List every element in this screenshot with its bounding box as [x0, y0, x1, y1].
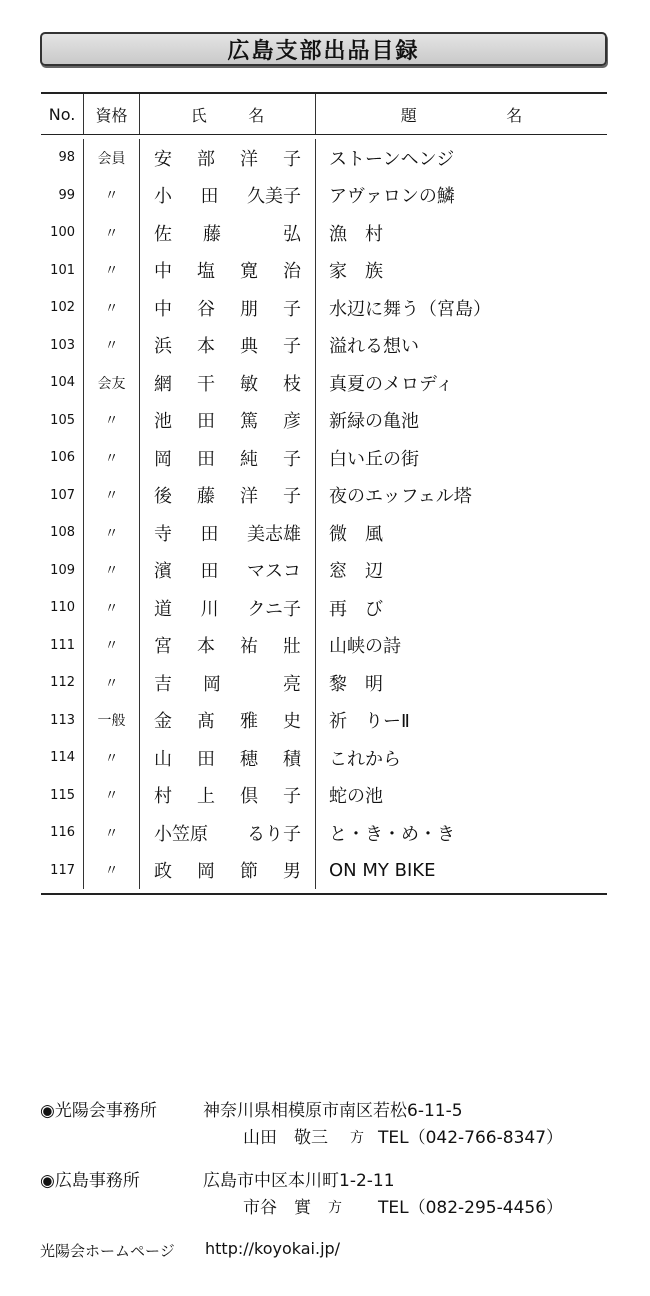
table-row	[41, 589, 607, 627]
row-no: 112	[41, 664, 84, 702]
row-qualification: 〃	[84, 589, 140, 627]
row-no: 100	[41, 214, 84, 252]
row-qualification: 会友	[84, 364, 140, 402]
row-work-title: アヴァロンの鱗	[329, 186, 455, 208]
row-artist-name	[140, 327, 316, 365]
name-part: 田	[197, 448, 215, 470]
row-qualification: 〃	[84, 402, 140, 440]
row-no: 116	[41, 814, 84, 852]
row-qualification: 〃	[84, 814, 140, 852]
row-artist-name	[140, 552, 316, 590]
row-qualification: 〃	[84, 439, 140, 477]
name-part: 田	[197, 748, 215, 770]
table-row	[41, 139, 607, 177]
row-no: 113	[41, 702, 84, 740]
name-part: 安	[154, 148, 172, 170]
table-row	[41, 814, 607, 852]
name-part: 川	[200, 598, 219, 620]
row-qualification: 〃	[84, 552, 140, 590]
row-artist-name	[140, 814, 316, 852]
row-no: 111	[41, 627, 84, 665]
row-qualification: 〃	[84, 214, 140, 252]
name-part: 治	[283, 261, 301, 283]
name-part: 藤	[203, 223, 221, 245]
name-part: 佐	[154, 223, 172, 245]
header-name	[140, 94, 316, 134]
row-no: 106	[41, 439, 84, 477]
name-part: 谷	[197, 298, 215, 320]
name-part: 純	[240, 448, 258, 470]
header-qual: 資格	[84, 94, 140, 134]
row-no: 115	[41, 777, 84, 815]
header-name-1: 氏	[190, 105, 207, 125]
row-work-title: ストーンヘンジ	[329, 148, 455, 170]
name-part: 藤	[197, 486, 215, 508]
name-part: 史	[283, 711, 301, 733]
name-part: 子	[283, 448, 301, 470]
name-part: 子	[283, 486, 301, 508]
row-work-title: 漁 村	[329, 223, 383, 245]
table-row	[41, 289, 607, 327]
row-work-title: ON MY BIKE	[329, 859, 436, 881]
office1-address: 神奈川県相模原市南区若松6-11-5	[203, 1101, 463, 1121]
table-row	[41, 177, 607, 215]
row-work-title: 夜のエッフェル塔	[329, 486, 472, 508]
name-part: 道	[154, 598, 172, 620]
table-row	[41, 252, 607, 290]
row-artist-name	[140, 439, 316, 477]
table-row	[41, 327, 607, 365]
row-no: 114	[41, 739, 84, 777]
name-part: 田	[197, 411, 215, 433]
row-no: 108	[41, 514, 84, 552]
row-artist-name	[140, 364, 316, 402]
name-part: 田	[200, 523, 219, 545]
name-part: 穂	[240, 748, 258, 770]
row-work-title: 水辺に舞う（宮島）	[329, 298, 491, 320]
table-row	[41, 364, 607, 402]
row-artist-name	[140, 214, 316, 252]
name-part: 男	[283, 861, 301, 883]
name-part: 塩	[197, 261, 215, 283]
row-qualification: 〃	[84, 627, 140, 665]
row-artist-name	[140, 702, 316, 740]
name-part: 田	[200, 561, 219, 583]
row-no: 102	[41, 289, 84, 327]
name-part: 寺	[154, 523, 172, 545]
row-no: 101	[41, 252, 84, 290]
table-row	[41, 552, 607, 590]
table-row	[41, 664, 607, 702]
name-part: 浜	[154, 336, 172, 358]
row-no: 107	[41, 477, 84, 515]
office2-tel: TEL（082-295-4456）	[378, 1198, 564, 1218]
row-no: 104	[41, 364, 84, 402]
row-qualification: 〃	[84, 739, 140, 777]
name-part: 子	[283, 298, 301, 320]
row-work-title: と・き・め・き	[329, 823, 455, 845]
row-no: 105	[41, 402, 84, 440]
row-qualification: 〃	[84, 664, 140, 702]
name-part: 田	[200, 186, 219, 208]
row-no: 110	[41, 589, 84, 627]
table-header	[41, 94, 607, 135]
name-part: 敏	[240, 373, 258, 395]
row-artist-name	[140, 777, 316, 815]
row-work-title: 再 び	[329, 598, 383, 620]
row-artist-name	[140, 664, 316, 702]
row-work-title: 微 風	[329, 523, 383, 545]
name-part: 岡	[203, 673, 221, 695]
table-row	[41, 627, 607, 665]
name-part: マスコ	[247, 561, 301, 583]
name-part: 池	[154, 411, 172, 433]
office1-kata: 方	[350, 1130, 364, 1146]
row-work-title: 白い丘の街	[329, 448, 419, 470]
office2-person: 市谷 實	[243, 1198, 311, 1218]
row-no: 103	[41, 327, 84, 365]
table-row	[41, 852, 607, 890]
row-no: 98	[41, 139, 84, 177]
name-part: 子	[283, 148, 301, 170]
row-work-title: 溢れる想い	[329, 336, 419, 358]
row-artist-name	[140, 477, 316, 515]
row-qualification: 〃	[84, 777, 140, 815]
name-part: 洋	[240, 148, 258, 170]
name-part: 小笠原	[154, 823, 208, 845]
office1-person: 山田 敬三	[243, 1128, 328, 1148]
name-part: 積	[283, 748, 301, 770]
office2-address: 広島市中区本川町1-2-11	[203, 1171, 395, 1191]
row-work-title: 蛇の池	[329, 786, 383, 808]
name-part: 干	[197, 373, 215, 395]
name-part: 節	[240, 861, 258, 883]
name-part: 岡	[197, 861, 215, 883]
name-part: 本	[197, 336, 215, 358]
name-part: 彦	[283, 411, 301, 433]
name-part: 雅	[240, 711, 258, 733]
name-part: 子	[283, 786, 301, 808]
row-work-title: 真夏のメロディ	[329, 373, 454, 395]
row-artist-name	[140, 402, 316, 440]
row-no: 109	[41, 552, 84, 590]
office1-label: ◉光陽会事務所	[40, 1101, 157, 1121]
name-part: 典	[240, 336, 258, 358]
row-qualification: 〃	[84, 252, 140, 290]
row-qualification: 〃	[84, 514, 140, 552]
name-part: 網	[154, 373, 172, 395]
row-qualification: 〃	[84, 289, 140, 327]
row-artist-name	[140, 627, 316, 665]
name-part: 久美子	[247, 186, 301, 208]
office1-tel: TEL（042-766-8347）	[378, 1128, 564, 1148]
name-part: るり子	[247, 823, 301, 845]
row-qualification: 〃	[84, 327, 140, 365]
name-part: 壯	[283, 636, 301, 658]
table-row	[41, 777, 607, 815]
name-part: クニ子	[247, 598, 301, 620]
row-qualification: 〃	[84, 477, 140, 515]
table-row	[41, 739, 607, 777]
row-artist-name	[140, 289, 316, 327]
name-part: 濱	[154, 561, 172, 583]
office2-label: ◉広島事務所	[40, 1171, 140, 1191]
table-row	[41, 514, 607, 552]
name-part: 上	[197, 786, 215, 808]
row-work-title: 家 族	[329, 261, 383, 283]
header-name-2: 名	[248, 105, 265, 125]
row-work-title: 山峡の詩	[329, 636, 401, 658]
name-part: 子	[283, 336, 301, 358]
name-part: 小	[154, 186, 172, 208]
header-title-2: 名	[506, 105, 523, 125]
name-part: 洋	[240, 486, 258, 508]
name-part: 金	[154, 711, 172, 733]
row-artist-name	[140, 852, 316, 890]
row-qualification: 一般	[84, 702, 140, 740]
row-qualification: 〃	[84, 852, 140, 890]
office2-kata: 方	[328, 1200, 342, 1216]
name-part: 後	[154, 486, 172, 508]
table-row	[41, 214, 607, 252]
name-part: 岡	[154, 448, 172, 470]
table-row	[41, 439, 607, 477]
name-part: 美志雄	[247, 523, 301, 545]
row-artist-name	[140, 589, 316, 627]
row-work-title: 祈 りーⅡ	[329, 711, 410, 733]
row-work-title: 窓 辺	[329, 561, 383, 583]
name-part: 吉	[154, 673, 172, 695]
catalog-table	[41, 92, 607, 895]
name-part: 髙	[197, 711, 215, 733]
row-qualification: 会員	[84, 139, 140, 177]
header-no: No.	[41, 94, 84, 134]
name-part: 祐	[240, 636, 258, 658]
header-title-1: 題	[400, 105, 417, 125]
table-row	[41, 402, 607, 440]
table-body	[41, 139, 607, 889]
name-part: 寛	[240, 261, 258, 283]
name-part: 亮	[283, 673, 301, 695]
row-work-title: これから	[329, 748, 401, 770]
name-part: 朋	[240, 298, 258, 320]
table-row	[41, 702, 607, 740]
row-artist-name	[140, 177, 316, 215]
row-artist-name	[140, 739, 316, 777]
row-no: 99	[41, 177, 84, 215]
name-part: 枝	[283, 373, 301, 395]
row-artist-name	[140, 139, 316, 177]
name-part: 篤	[240, 411, 258, 433]
name-part: 村	[154, 786, 172, 808]
row-artist-name	[140, 514, 316, 552]
name-part: 本	[197, 636, 215, 658]
name-part: 中	[154, 298, 172, 320]
page-title: 広島支部出品目録	[40, 32, 607, 66]
row-work-title: 新緑の亀池	[329, 411, 419, 433]
row-artist-name	[140, 252, 316, 290]
table-row	[41, 477, 607, 515]
homepage-url[interactable]: http://koyokai.jp/	[205, 1239, 341, 1258]
name-part: 弘	[283, 223, 301, 245]
name-part: 倶	[240, 786, 258, 808]
name-part: 宮	[154, 636, 172, 658]
name-part: 政	[154, 861, 172, 883]
name-part: 山	[154, 748, 172, 770]
name-part: 部	[197, 148, 215, 170]
row-work-title: 黎 明	[329, 673, 383, 695]
header-title	[316, 94, 607, 134]
name-part: 中	[154, 261, 172, 283]
homepage-label: 光陽会ホームページ	[40, 1242, 175, 1260]
row-qualification: 〃	[84, 177, 140, 215]
row-no: 117	[41, 852, 84, 890]
